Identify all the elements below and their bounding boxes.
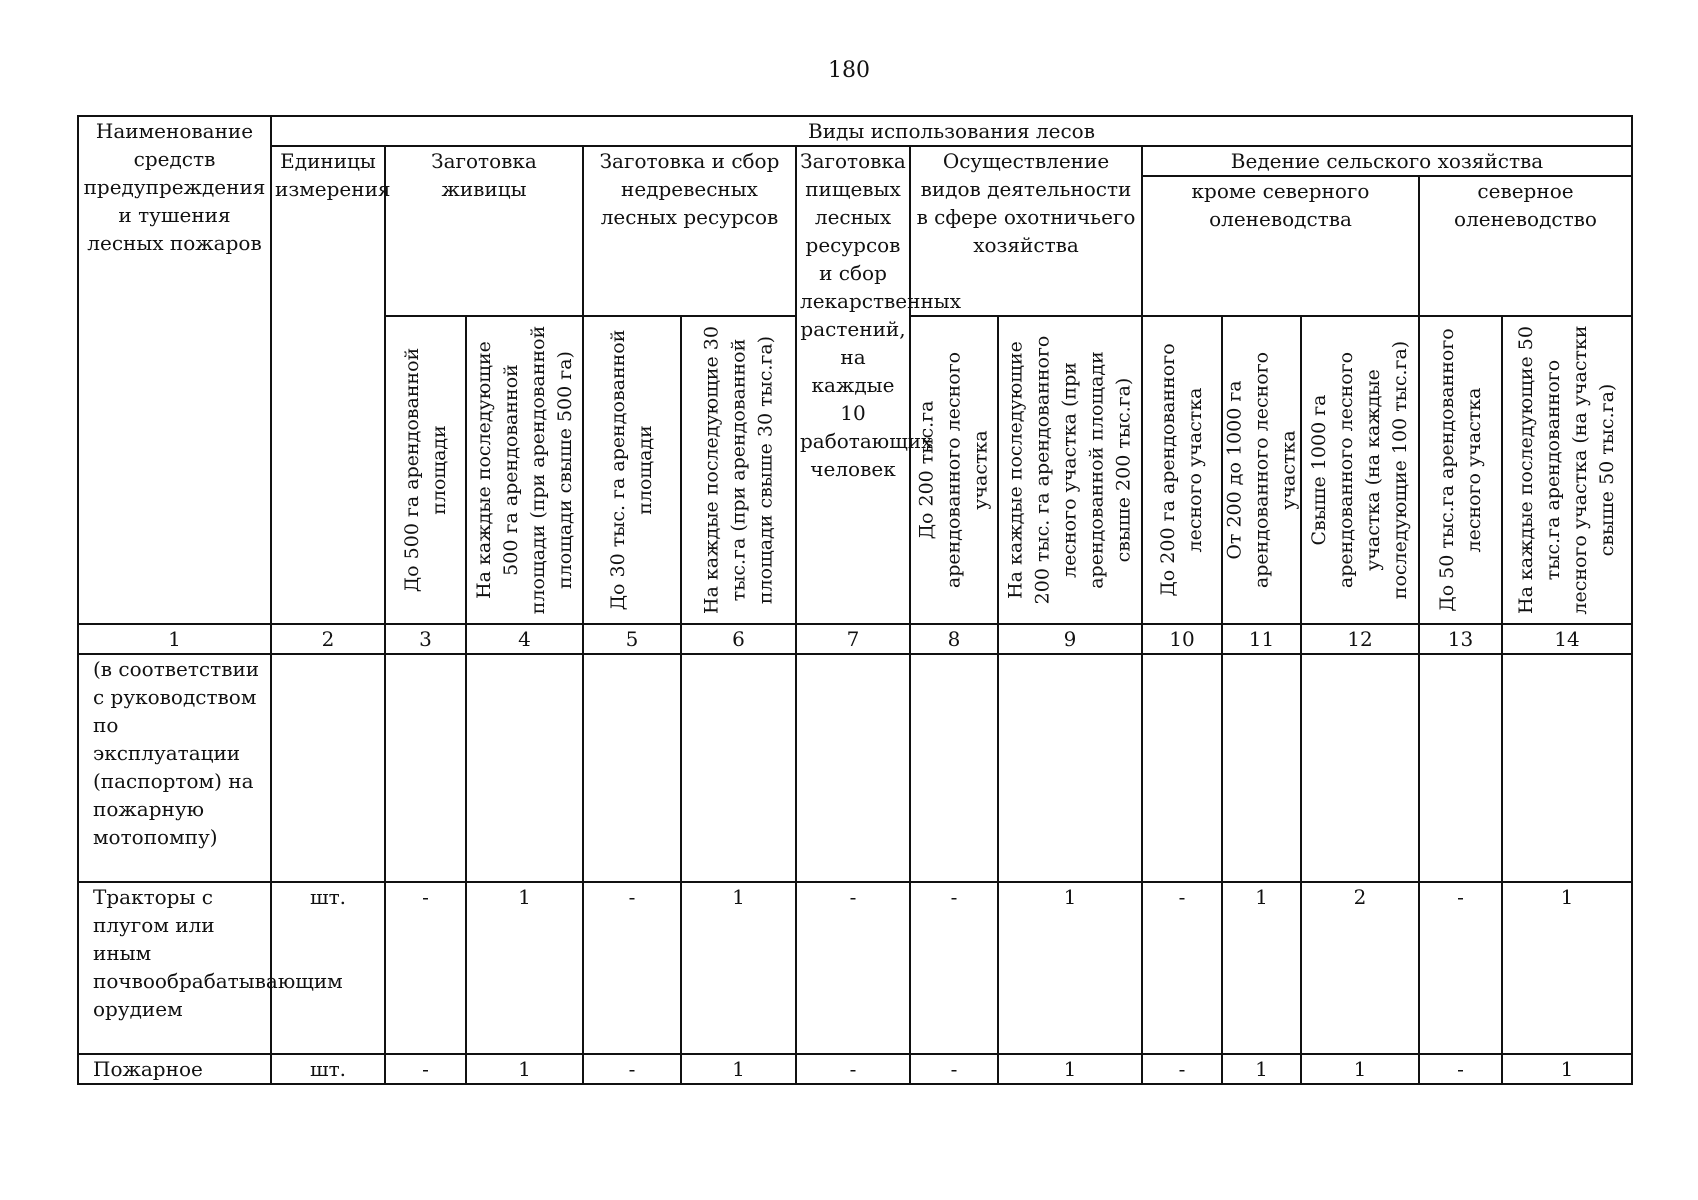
subheader-13: До 50 тыс.га арендованного лесного участка [1419, 316, 1502, 624]
row-value: - [1419, 882, 1502, 1054]
row-value: 1 [466, 882, 583, 1054]
row-value [1301, 654, 1419, 882]
row-value: 1 [1502, 1054, 1632, 1084]
row-value: 1 [998, 882, 1142, 1054]
table-row [78, 1054, 1632, 1084]
row-value: 2 [1301, 882, 1419, 1054]
column-number: 10 [1142, 624, 1222, 654]
header-forest-use: Виды использования лесов [271, 116, 1632, 146]
subheader-11: От 200 до 1000 га арендованного лесного участка [1222, 316, 1301, 624]
row-value [583, 654, 681, 882]
header-hunting: Осуществление видов деятельности в сфере охотничьего хозяйства [910, 146, 1142, 316]
row-value [796, 654, 910, 882]
row-value [910, 654, 998, 882]
subheader-4: На каждые последующие 500 га арендованной площади (при арендованной площади свыше 500 га) [466, 316, 583, 624]
row-value [1502, 654, 1632, 882]
column-number: 11 [1222, 624, 1301, 654]
row-value: 1 [1222, 1054, 1301, 1084]
table-row [78, 882, 1632, 1054]
row-unit: шт. [271, 882, 385, 1054]
subheader-6: На каждые последующие 30 тыс.га (при арендованной площади свыше 30 тыс.га) [681, 316, 796, 624]
column-number: 13 [1419, 624, 1502, 654]
column-number: 1 [78, 624, 271, 654]
row-value [1419, 654, 1502, 882]
header-except-reindeer: кроме северного оленеводства [1142, 176, 1419, 316]
row-value: 1 [1222, 882, 1301, 1054]
column-number-row [78, 624, 1632, 654]
column-number: 5 [583, 624, 681, 654]
row-value: - [385, 1054, 466, 1084]
row-value: 1 [681, 882, 796, 1054]
header-food: Заготовка пищевых лесных ресурсов и сбор лекарственных растений, на каждые 10 работающих человек [796, 146, 910, 624]
row-value: - [1142, 1054, 1222, 1084]
row-unit: шт. [271, 1054, 385, 1084]
row-name: Пожарное [78, 1054, 271, 1084]
table-row [78, 654, 1632, 882]
column-number: 6 [681, 624, 796, 654]
row-value: 1 [466, 1054, 583, 1084]
row-unit [271, 654, 385, 882]
row-value [385, 654, 466, 882]
row-name: (в соответствии с руководством по эксплуатации (паспортом) на пожарную мотопомпу) [78, 654, 271, 882]
forest-fire-equipment-table [77, 115, 1633, 1085]
subheader-10: До 200 га арендованного лесного участка [1142, 316, 1222, 624]
row-value [681, 654, 796, 882]
row-value: - [1142, 882, 1222, 1054]
row-value: - [796, 882, 910, 1054]
column-number: 8 [910, 624, 998, 654]
column-number: 12 [1301, 624, 1419, 654]
row-value: 1 [1301, 1054, 1419, 1084]
column-number: 4 [466, 624, 583, 654]
subheader-8: До 200 тыс.га арендованного лесного участка [910, 316, 998, 624]
page-number: 180 [828, 58, 870, 83]
row-value: 1 [681, 1054, 796, 1084]
row-value [1142, 654, 1222, 882]
row-value: 1 [1502, 882, 1632, 1054]
row-name: Тракторы с плугом или иным почвообрабатывающим орудием [78, 882, 271, 1054]
row-value: - [583, 882, 681, 1054]
column-number: 7 [796, 624, 910, 654]
column-number: 9 [998, 624, 1142, 654]
subheader-5: До 30 тыс. га арендованной площади [583, 316, 681, 624]
subheader-9: На каждые последующие 200 тыс. га арендованного лесного участка (при арендованной площади свыше 200 тыс.га) [998, 316, 1142, 624]
row-value: - [910, 1054, 998, 1084]
row-value: - [796, 1054, 910, 1084]
header-nonwood: Заготовка и сбор недревесных лесных ресурсов [583, 146, 796, 316]
row-value [1222, 654, 1301, 882]
header-reindeer: северное оленеводство [1419, 176, 1632, 316]
header-resin: Заготовка живицы [385, 146, 583, 316]
row-value [466, 654, 583, 882]
row-value: - [1419, 1054, 1502, 1084]
row-value: 1 [998, 1054, 1142, 1084]
row-value: - [910, 882, 998, 1054]
header-name-column: Наименование средств предупреждения и тушения лесных пожаров [78, 116, 271, 624]
column-number: 14 [1502, 624, 1632, 654]
header-agriculture: Ведение сельского хозяйства [1142, 146, 1632, 176]
column-number: 2 [271, 624, 385, 654]
header-unit: Единицы измерения [271, 146, 385, 624]
row-value: - [583, 1054, 681, 1084]
subheader-14: На каждые последующие 50 тыс.га арендованного лесного участка (на участки свыше 50 тыс.га) [1502, 316, 1632, 624]
column-number: 3 [385, 624, 466, 654]
subheader-3: До 500 га арендованной площади [385, 316, 466, 624]
row-value [998, 654, 1142, 882]
subheader-12: Свыше 1000 га арендованного лесного участка (на каждые последующие 100 тыс.га) [1301, 316, 1419, 624]
row-value: - [385, 882, 466, 1054]
